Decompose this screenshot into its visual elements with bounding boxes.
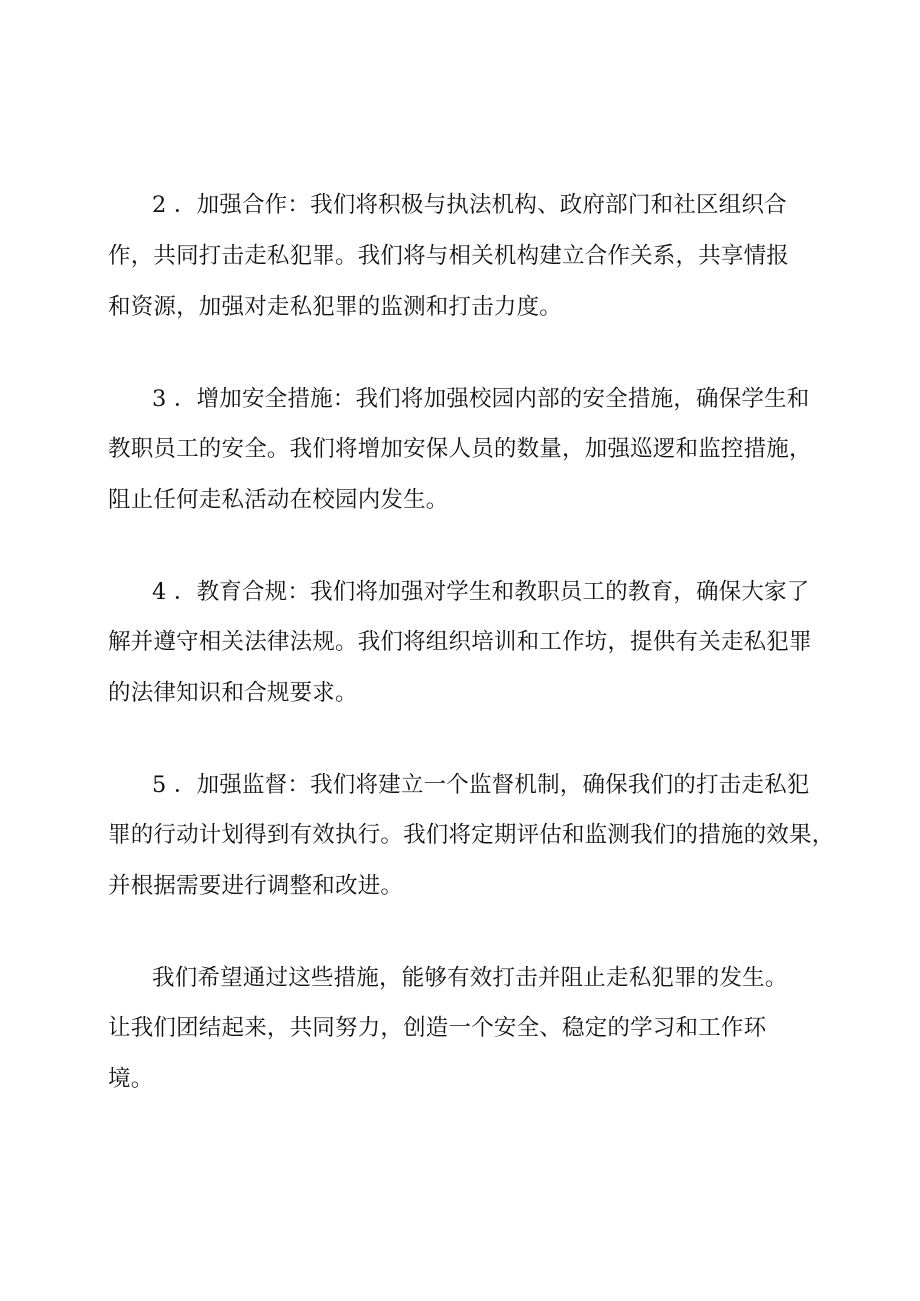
paragraph-3-line-3: 阻止任何走私活动在校园内发生。 xyxy=(108,487,449,513)
paragraph-5-line-3: 并根据需要进行调整和改进。 xyxy=(108,873,404,899)
paragraph-5-line-2: 罪的行动计划得到有效执行。我们将定期评估和监测我们的措施的效果， xyxy=(108,822,835,848)
paragraph-4-line-2: 解并遵守相关法律法规。我们将组织培训和工作坊，提供有关走私犯罪 xyxy=(108,629,812,655)
paragraph-2-line-2: 作，共同打击走私犯罪。我们将与相关机构建立合作关系，共享情报 xyxy=(108,243,790,269)
paragraph-2-line-1: 2 ．加强合作：我们将积极与执法机构、政府部门和社区组织合 xyxy=(152,192,787,218)
closing-line-3: 境。 xyxy=(108,1066,154,1092)
paragraph-2-line-3: 和资源，加强对走私犯罪的监测和打击力度。 xyxy=(108,294,563,320)
closing-line-2: 让我们团结起来，共同努力，创造一个安全、稳定的学习和工作环 xyxy=(108,1015,767,1041)
paragraph-4-line-1: 4 ．教育合规：我们将加强对学生和教职员工的教育，确保大家了 xyxy=(152,579,810,605)
paragraph-3-line-2: 教职员工的安全。我们将增加安保人员的数量，加强巡逻和监控措施， xyxy=(108,436,812,462)
closing-line-1: 我们希望通过这些措施，能够有效打击并阻止走私犯罪的发生。 xyxy=(152,965,788,991)
paragraph-5-line-1: 5 ．加强监督：我们将建立一个监督机制，确保我们的打击走私犯 xyxy=(152,772,810,798)
paragraph-4-line-3: 的法律知识和合规要求。 xyxy=(108,680,358,706)
paragraph-3-line-1: 3 ．增加安全措施：我们将加强校园内部的安全措施，确保学生和 xyxy=(152,386,810,412)
